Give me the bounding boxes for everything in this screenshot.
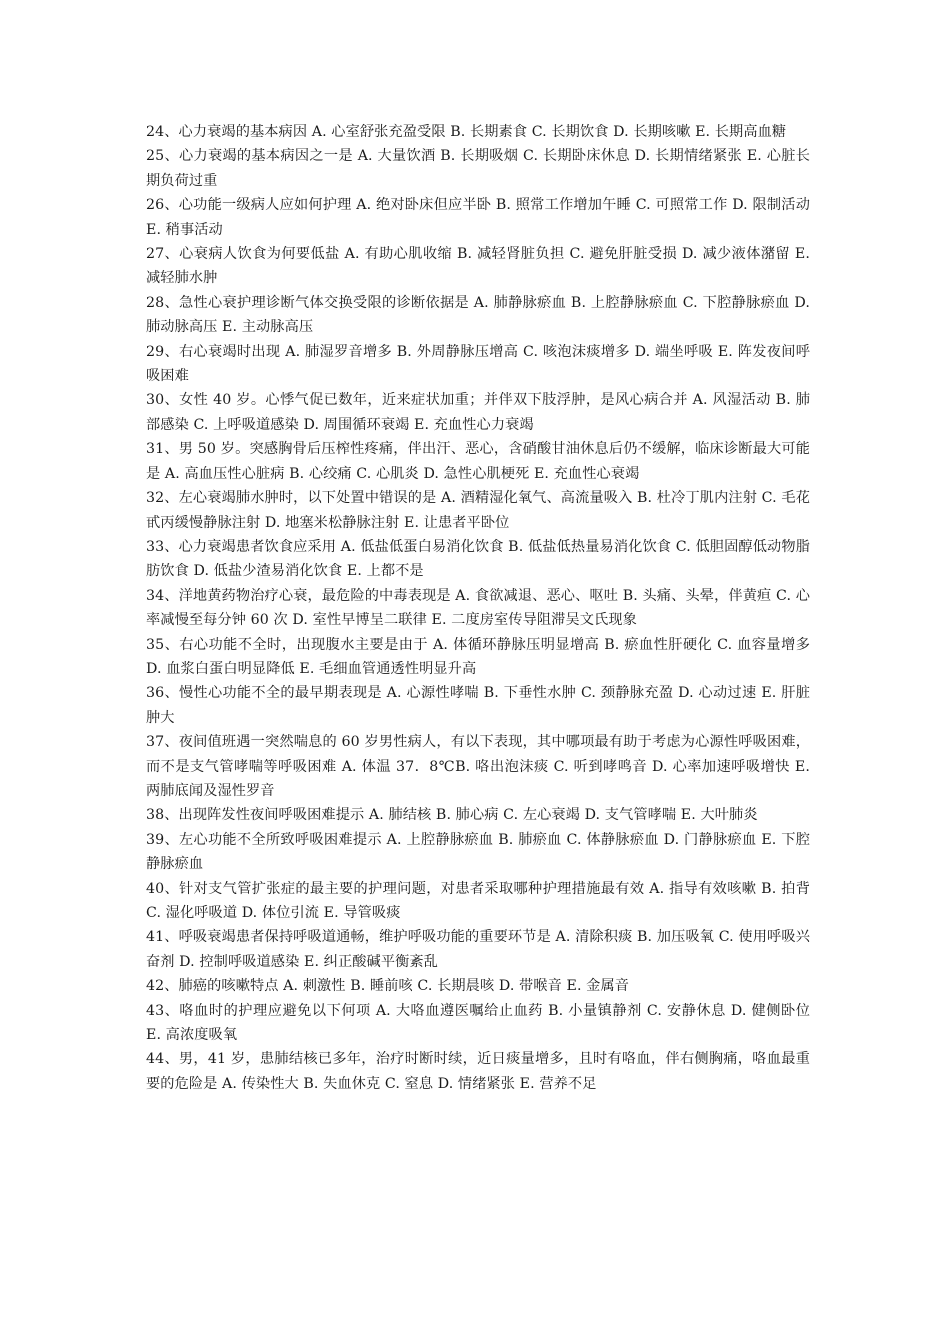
question-32: 32、左心衰竭肺水肿时，以下处置中错误的是 A. 酒精湿化氧气、高流量吸入 B. 杜冷丁肌内注射 C. 毛花甙丙缓慢静脉注射 D. 地塞米松静脉注射 E. 让患者平卧位: [146, 490, 810, 531]
question-39: 39、左心功能不全所致呼吸困难提示 A. 上腔静脉瘀血 B. 肺瘀血 C. 体静脉瘀血 D. 门静脉瘀血 E. 下腔静脉瘀血: [146, 831, 810, 873]
question-44: 44、男，41 岁，患肺结核已多年，治疗时断时续，近日痰量增多，且时有咯血，伴右侧胸痛，咯血最重要的危险是 A. 传染性大 B. 失血休克 C. 窒息 D. 情绪紧张 E. 营养不足: [146, 1051, 810, 1092]
question-26: 26、心功能一级病人应如何护理 A. 绝对卧床但应半卧 B. 照常工作增加午睡 C. 可照常工作 D. 限制活动 E. 稍事活动: [146, 197, 810, 238]
question-43: 43、咯血时的护理应避免以下何项 A. 大咯血遵医嘱给止血药 B. 小量镇静剂 C. 安静休息 D. 健侧卧位 E. 高浓度吸氧: [146, 1002, 810, 1044]
question-42: 42、肺癌的咳嗽特点 A. 刺激性 B. 睡前咳 C. 长期晨咳 D. 带喉音 E. 金属音: [146, 978, 630, 995]
question-30: 30、女性 40 岁。心悸气促已数年，近来症状加重；并伴双下肢浮肿，是风心病合并 A. 风湿活动 B. 肺部感染 C. 上呼吸道感染 D. 周围循环衰竭 E. 充血性心力衰竭: [146, 392, 810, 433]
question-27: 27、心衰病人饮食为何要低盐 A. 有助心肌收缩 B. 减轻肾脏负担 C. 避免肝脏受损 D. 减少液体潴留 E. 减轻肺水肿: [146, 246, 810, 287]
question-list: [146, 120, 810, 1096]
question-36: 36、慢性心功能不全的最早期表现是 A. 心源性哮喘 B. 下垂性水肿 C. 颈静脉充盈 D. 心动过速 E. 肝脏肿大: [146, 685, 810, 726]
question-28: 28、急性心衰护理诊断气体交换受限的诊断依据是 A. 肺静脉瘀血 B. 上腔静脉瘀血 C. 下腔静脉瘀血 D. 肺动脉高压 E. 主动脉高压: [146, 294, 810, 336]
question-25: 25、心力衰竭的基本病因之一是 A. 大量饮酒 B. 长期吸烟 C. 长期卧床休息 D. 长期情绪紧张 E. 心脏长期负荷过重: [146, 148, 810, 189]
question-35: 35、右心功能不全时，出现腹水主要是由于 A. 体循环静脉压明显增高 B. 瘀血性肝硬化 C. 血容量增多 D. 血浆白蛋白明显降低 E. 毛细血管通透性明显升高: [146, 636, 810, 677]
question-37: 37、夜间值班遇一突然喘息的 60 岁男性病人，有以下表现，其中哪项最有助于考虑为心源性呼吸困难，而不是支气管哮喘等呼吸困难 A. 体温 37．8℃B. 咯出泡沫痰 C. 听到哮鸣音 D. 心率加速呼吸增快 E. 两肺底闻及湿性罗音: [146, 734, 810, 799]
question-41: 41、呼吸衰竭患者保持呼吸道通畅，维护呼吸功能的重要环节是 A. 清除积痰 B. 加压吸氧 C. 使用呼吸兴奋剂 D. 控制呼吸道感染 E. 纠正酸碱平衡紊乱: [146, 929, 810, 970]
question-29: 29、右心衰竭时出现 A. 肺湿罗音增多 B. 外周静脉压增高 C. 咳泡沫痰增多 D. 端坐呼吸 E. 阵发夜间呼吸困难: [146, 343, 810, 385]
question-34: 34、洋地黄药物治疗心衰，最危险的中毒表现是 A. 食欲减退、恶心、呕吐 B. 头痛、头晕，伴黄疸 C. 心率减慢至每分钟 60 次 D. 室性早博呈二联律 E. 二度房室传导阻滞吴文氏现象: [146, 587, 810, 629]
question-24: 24、心力衰竭的基本病因 A. 心室舒张充盈受限 B. 长期素食 C. 长期饮食 D. 长期咳嗽 E. 长期高血糖: [146, 124, 787, 140]
question-31: 31、男 50 岁。突感胸骨后压榨性疼痛，伴出汗、恶心，含硝酸甘油休息后仍不缓解，临床诊断最大可能是 A. 高血压性心脏病 B. 心绞痛 C. 心肌炎 D. 急性心肌梗死 E. 充血性心衰竭: [146, 441, 810, 482]
question-33: 33、心力衰竭患者饮食应采用 A. 低盐低蛋白易消化饮食 B. 低盐低热量易消化饮食 C. 低胆固醇低动物脂肪饮食 D. 低盐少渣易消化饮食 E. 上都不是: [146, 538, 810, 580]
question-38: 38、出现阵发性夜间呼吸困难提示 A. 肺结核 B. 肺心病 C. 左心衰竭 D. 支气管哮喘 E. 大叶肺炎: [146, 807, 758, 824]
question-40: 40、针对支气管扩张症的最主要的护理问题，对患者采取哪种护理措施最有效 A. 指导有效咳嗽 B. 拍背 C. 湿化呼吸道 D. 体位引流 E. 导管吸痰: [146, 880, 810, 921]
